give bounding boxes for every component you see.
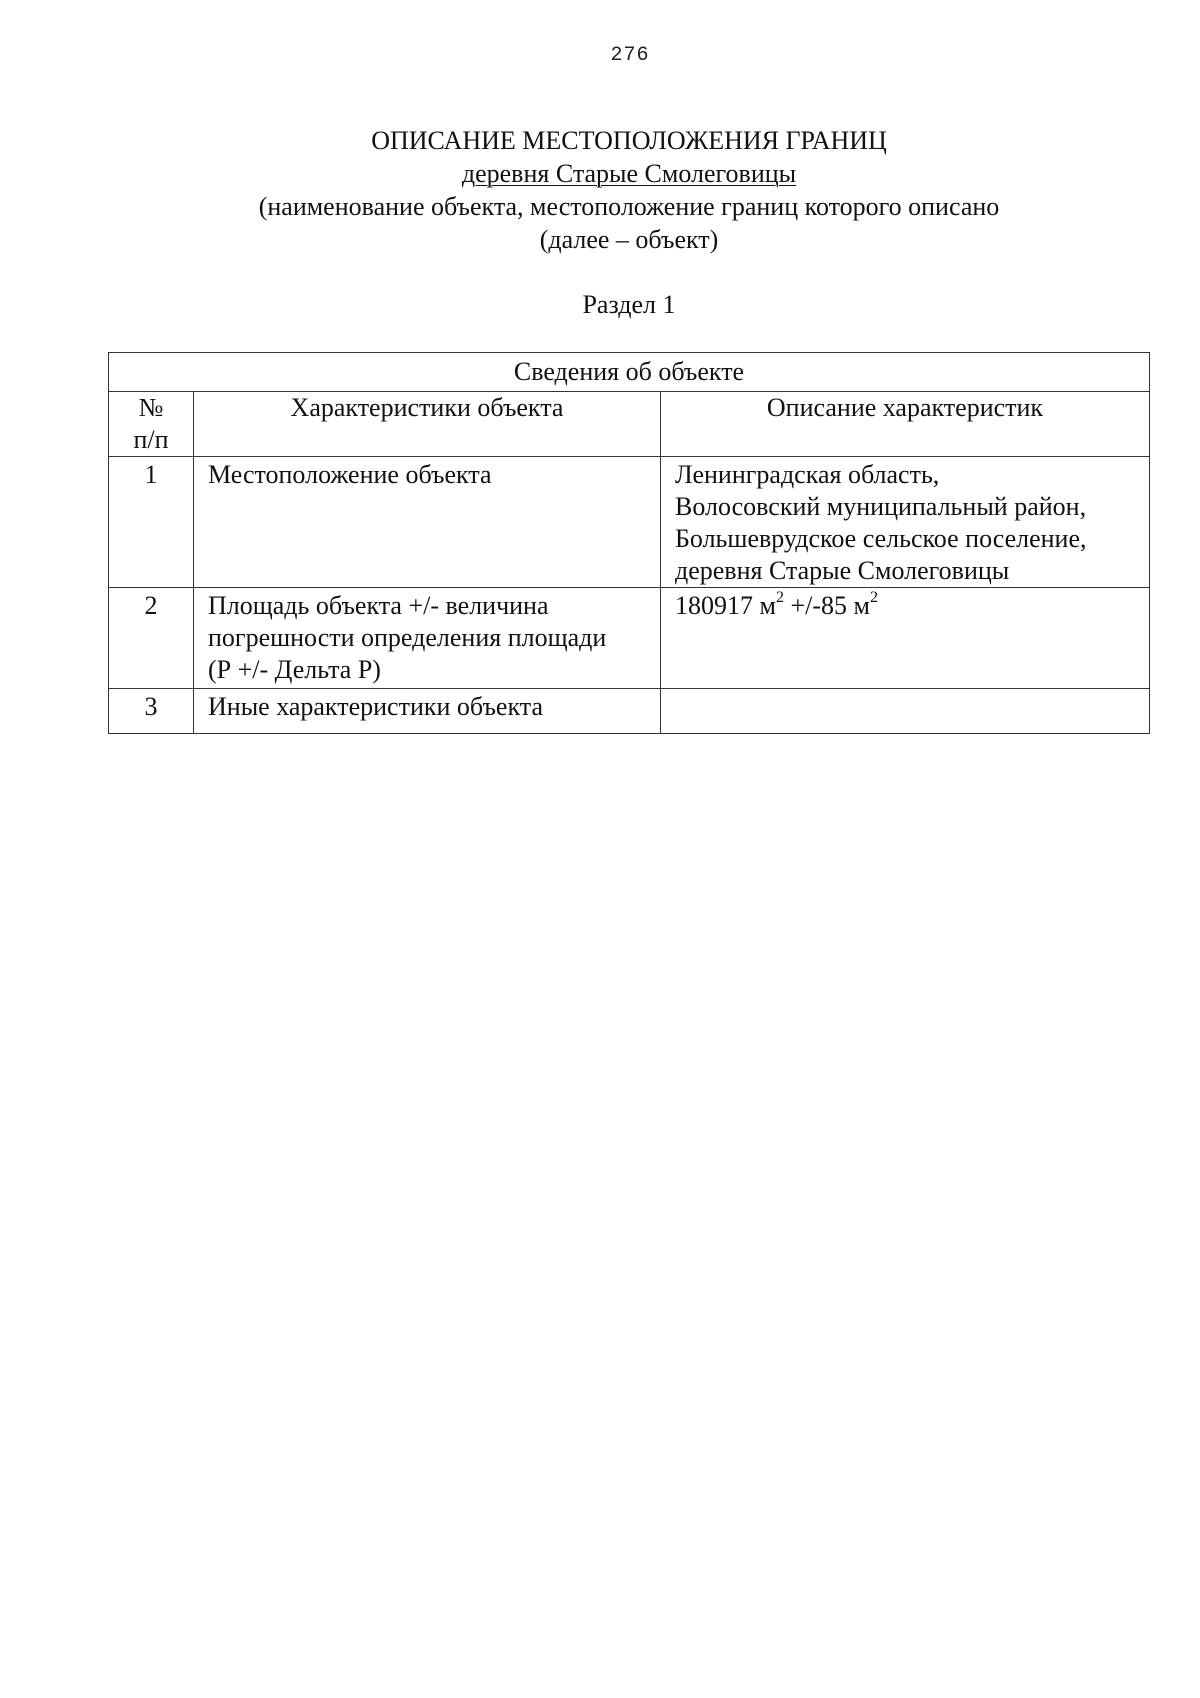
characteristic-line: (Р +/- Дельта Р) <box>208 655 381 684</box>
area-value: 180917 $м^2 +/-85$ $м^2$ <box>675 589 878 620</box>
document-title: ОПИСАНИЕ МЕСТОПОЛОЖЕНИЯ ГРАНИЦ <box>371 126 887 155</box>
table-row <box>109 588 1150 689</box>
object-caption-line-1: (наименование объекта, местоположение границ которого описано <box>258 192 1000 221</box>
row-description <box>661 457 1150 588</box>
row-characteristic: Иные характеристики объекта <box>194 689 661 734</box>
table-row <box>109 457 1150 588</box>
column-header-number <box>109 392 194 457</box>
document-header <box>120 124 1138 256</box>
description-line: Ленинградская область, <box>675 460 940 489</box>
characteristic-line: погрешности определения площади <box>208 623 607 652</box>
number-abbrev: п/п <box>133 425 169 454</box>
characteristic-line: Площадь объекта +/- величина <box>208 591 549 620</box>
row-number: 1 <box>109 457 194 588</box>
row-description <box>661 588 1150 689</box>
table-caption: Сведения об объекте <box>109 353 1150 392</box>
table-header-row <box>109 392 1150 457</box>
column-header-characteristic: Характеристики объекта <box>194 392 661 457</box>
column-header-description: Описание характеристик <box>661 392 1150 457</box>
row-characteristic <box>194 588 661 689</box>
object-name: деревня Старые Смолеговицы <box>461 159 797 188</box>
table-row <box>109 689 1150 734</box>
row-number: 3 <box>109 689 194 734</box>
section-title: Раздел 1 <box>582 290 676 319</box>
description-line: Волосовский муниципальный район, <box>675 492 1087 521</box>
object-info-table <box>108 352 1150 734</box>
row-number: 2 <box>109 588 194 689</box>
description-line: деревня Старые Смолеговицы <box>675 556 1010 585</box>
table-caption-row <box>109 353 1150 392</box>
row-characteristic: Местоположение объекта <box>194 457 661 588</box>
number-sign: № <box>138 393 164 422</box>
page-number: 276 <box>610 44 650 67</box>
object-caption-line-2: (далее – объект) <box>539 225 719 254</box>
row-description <box>661 689 1150 734</box>
description-line: Большеврудское сельское поселение, <box>675 524 1087 553</box>
